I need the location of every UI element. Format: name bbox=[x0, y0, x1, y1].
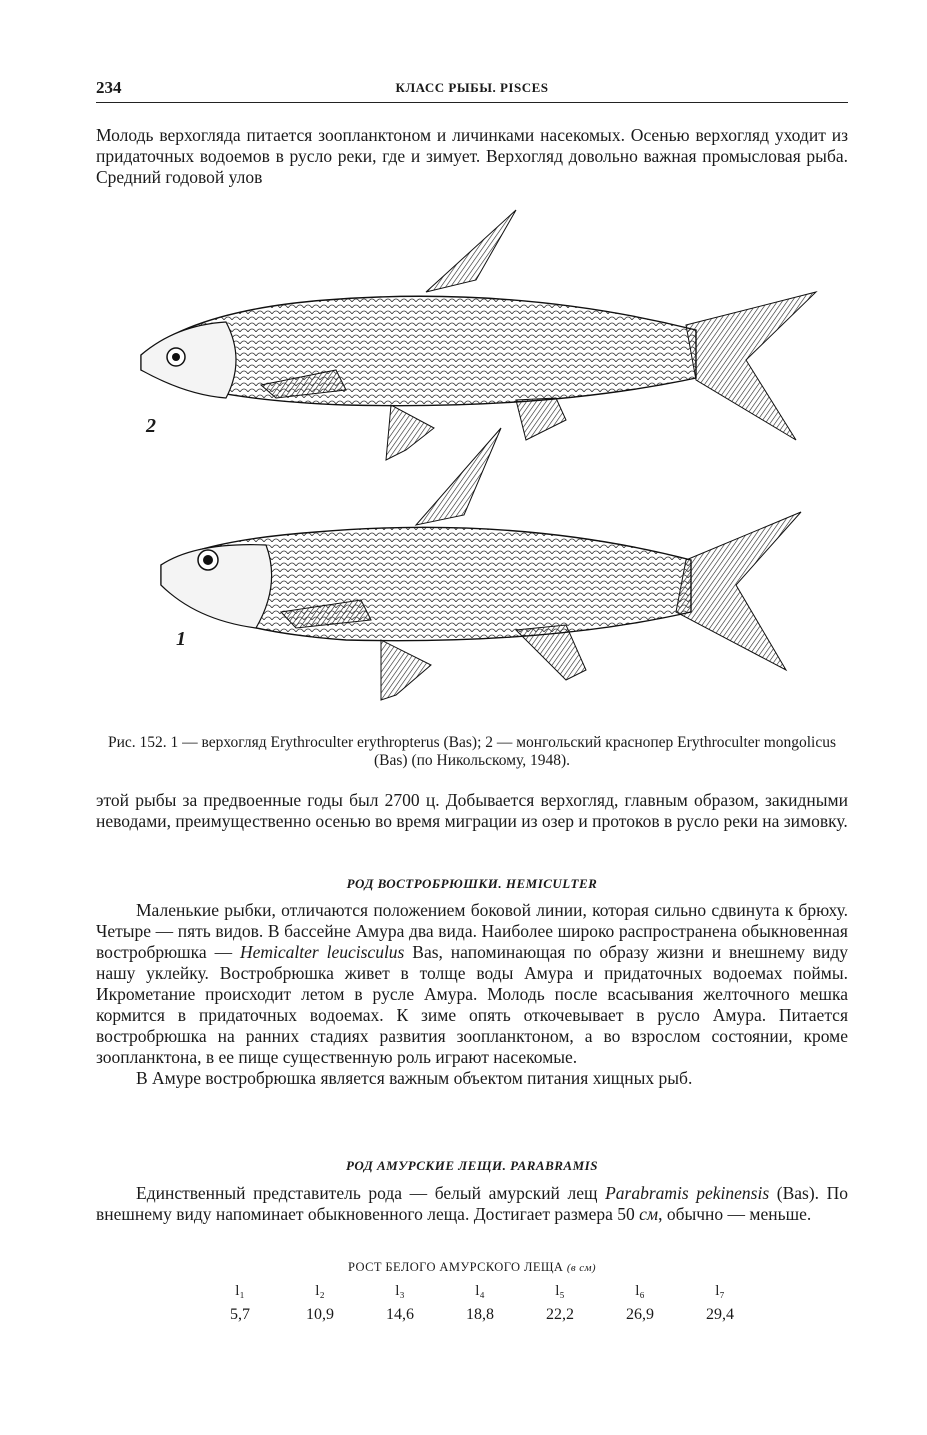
paragraph-catch: этой рыбы за предвоенные годы был 2700 ц. Добывается верхогляд, главным образом, закидными неводами, преимущественно осенью во время миграции из озер и протоков в русло реки на зимовку. bbox=[96, 790, 848, 831]
growth-table-header: l₁ bbox=[235, 1283, 245, 1299]
section-title-parabramis: РОД АМУРСКИЕ ЛЕЩИ. PARABRAMIS bbox=[346, 1158, 598, 1173]
growth-table-header-row bbox=[200, 1280, 760, 1303]
growth-table-cell: 5,7 bbox=[230, 1306, 250, 1323]
growth-table-unit: (в см) bbox=[566, 1262, 596, 1274]
parabramis-unit: см bbox=[639, 1204, 659, 1224]
growth-table-cell: 18,8 bbox=[466, 1306, 494, 1323]
growth-table-cell: 22,2 bbox=[546, 1306, 574, 1323]
growth-table-header: l₄ bbox=[475, 1283, 485, 1299]
growth-table-cell: 10,9 bbox=[306, 1306, 334, 1323]
parabramis-latin-name: Parabramis pekinensis bbox=[605, 1183, 770, 1203]
growth-table-header: l₅ bbox=[555, 1283, 565, 1299]
page-number: 234 bbox=[96, 78, 122, 97]
hemiculter-text-a: Маленькие рыбки, отличаются положением боковой линии, которая сильно сдвинута к брюху. Четыре — пять видов. В бассейне Амура два вида. Наиболее широко распространена обыкновенная востробрюшка — bbox=[96, 900, 848, 962]
fish-figure bbox=[96, 200, 848, 720]
growth-table-header: l₃ bbox=[395, 1283, 405, 1299]
growth-table-cell: 14,6 bbox=[386, 1306, 414, 1323]
hemiculter-food-note: В Амуре востробрюшка является важным объектом питания хищных рыб. bbox=[136, 1068, 693, 1088]
fish-2-drawing bbox=[141, 210, 816, 460]
figure-label-2: 2 bbox=[146, 415, 156, 437]
fish-1-drawing bbox=[161, 428, 801, 700]
hemiculter-text-b: Bas, напоминающая по образу жизни и внешнему виду нашу уклейку. Востробрюшка живет в толще воды Амура и придаточных водоемах поймы. Икрометание происходит летом в русле Амура. Молодь после всасывания желточного мешка кормится в придаточных водоемах. К зиме опять откочевывает в русло Амура. Питается востробрюшка на ранних стадиях развития зоопланктоном, а во взрослом состоянии, кроме зоопланктона, в ее пище существенную роль играют насекомые. bbox=[96, 942, 849, 1067]
paragraph-hemiculter bbox=[96, 900, 848, 1089]
paragraph-intro: Молодь верхогляда питается зоопланктоном и личинками насекомых. Осенью верхогляд уходит из придаточных водоемов в русло реки, где и зимует. Верхогляд довольно важная промысловая рыба. Средний годовой улов bbox=[96, 125, 848, 187]
section-title-hemiculter: РОД ВОСТРОБРЮШКИ. HEMICULTER bbox=[346, 876, 598, 891]
page-header bbox=[96, 78, 848, 103]
growth-table-cell: 29,4 bbox=[706, 1306, 734, 1323]
fish-illustration bbox=[96, 200, 848, 720]
growth-table-title bbox=[96, 1260, 848, 1275]
growth-table-title-text: РОСТ БЕЛОГО АМУРСКОГО ЛЕЩА bbox=[348, 1260, 564, 1274]
figure-label-1: 1 bbox=[176, 628, 186, 650]
hemiculter-text bbox=[96, 900, 848, 1068]
growth-table-header: l₆ bbox=[635, 1283, 645, 1299]
growth-table-header: l₂ bbox=[315, 1283, 325, 1299]
parabramis-text-a: Единственный представитель рода — белый амурский лещ bbox=[136, 1183, 606, 1203]
growth-table-header: l₇ bbox=[715, 1283, 725, 1299]
parabramis-text-c: , обычно — меньше. bbox=[658, 1204, 812, 1224]
growth-table-cell: 26,9 bbox=[626, 1306, 654, 1323]
paragraph-parabramis bbox=[96, 1183, 848, 1225]
growth-table-value-row bbox=[200, 1303, 760, 1327]
growth-table bbox=[200, 1280, 760, 1327]
hemiculter-latin-name: Hemicalter leucisculus bbox=[239, 942, 405, 962]
figure-caption: Рис. 152. 1 — верхогляд Erythroculter erythropterus (Bas); 2 — монгольский краснопер Erythroculter mongolicus (Bas) (по Никольскому, 1948). bbox=[107, 734, 837, 769]
parabramis-text-b: (Bas). По внешнему виду напоминает обыкновенного леща. Достигает размера 50 bbox=[96, 1183, 848, 1224]
running-title: КЛАСС РЫБЫ. PISCES bbox=[395, 80, 549, 95]
